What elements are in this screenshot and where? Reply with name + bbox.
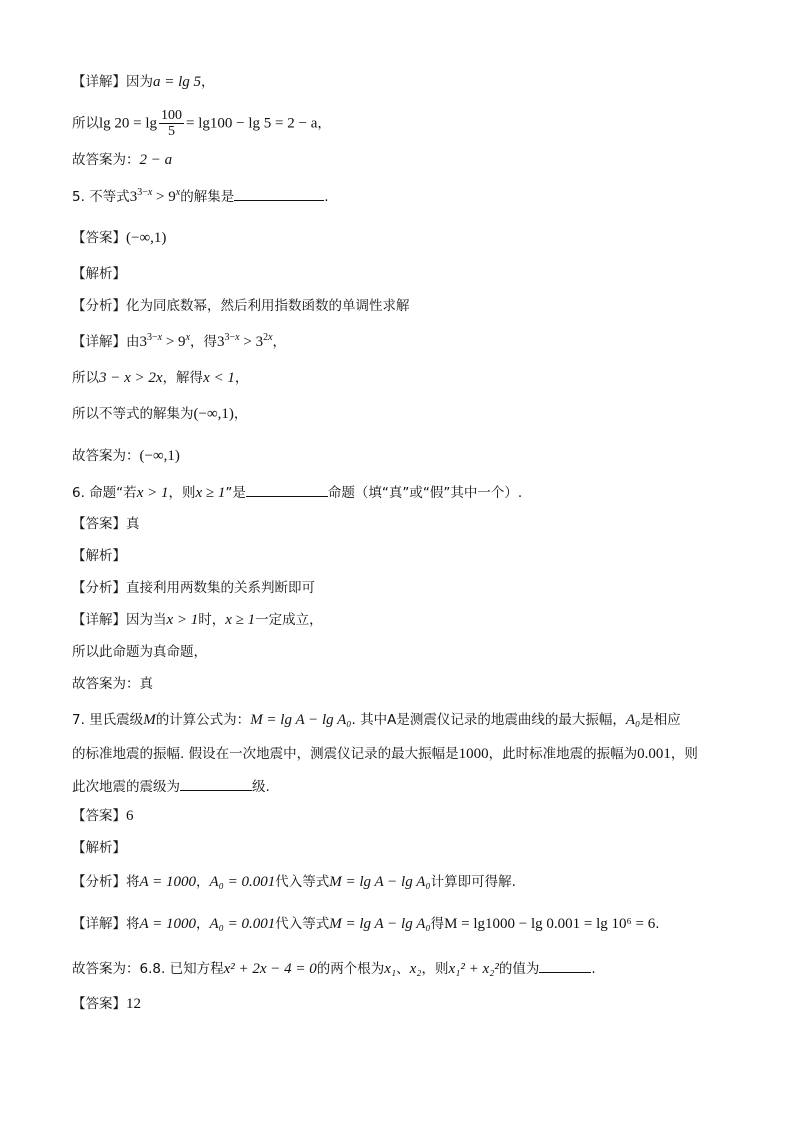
q4-final-line: 故答案为：2 − a [72,152,173,168]
q5-line-b: 所以3 − x > 2x，解得x < 1， [72,370,249,386]
q6-analysis-tag: 【解析】 [72,548,126,564]
q5-answer: 【答案】(−∞,1) [72,230,167,246]
q5-stem: 5. 不等式$3^{3-x} > 9^x$的解集是 . [72,187,329,205]
q7-analysis-tag: 【解析】 [72,840,126,856]
q6-final: 故答案为：真 [72,676,153,692]
q4-detail-line: 【详解】因为a = lg 5， [72,74,215,90]
math-expr: a = lg 5 [153,74,202,90]
q5-detail: 【详解】由$3^{3-x} > 9^x$，得$3^{3-x} > 3^{2x}$， [72,332,287,350]
q5-analysis-tag: 【解析】 [72,266,126,282]
detail-tag: 【详解】 [72,74,126,90]
q6-line2: 所以此命题为真命题， [72,644,207,660]
q7-stem-l1: 7. 里氏震级M的计算公式为：M = lg A − lg A₀. 其中A是测震仪记录的地震曲线的最大振幅，A₀是相应 [72,712,681,728]
q4-calc-line: 所以lg 20 = lg $\frac{100}{5}$ = lg100 − lg 5 = 2 − a， [72,108,331,139]
answer-blank [539,958,591,973]
q7-fenxi: 【分析】将A = 1000，A₀ = 0.001代入等式M = lg A − lg A₀计算即可得解. [72,874,516,890]
answer-blank [180,776,252,791]
q7-final-q8-stem: 故答案为：6.8. 已知方程x² + 2x − 4 = 0的两个根为x₁、x₂，则x₁² + x₂²的值为 . [72,958,596,979]
math-expr: = lg100 − lg 5 = 2 − a [186,115,318,132]
math-expr: lg 20 = lg [99,115,158,132]
q5-line-c: 所以不等式的解集为(−∞,1)， [72,406,248,422]
answer-blank [234,186,324,201]
q6-answer: 【答案】真 [72,516,140,532]
q8-answer: 【答案】12 [72,996,141,1012]
q6-fenxi: 【分析】直接利用两数集的关系判断即可 [72,580,315,596]
answer-blank [246,482,328,497]
math-expr: $3^{3-x} > 9^x$ [129,187,181,205]
q5-fenxi: 【分析】化为同底数幂，然后利用指数函数的单调性求解 [72,298,410,314]
q6-stem: 6. 命题“若x > 1，则x ≥ 1”是 命题（填“真”或“假”其中一个）. [72,482,522,503]
fraction: $\frac{100}{5}$ [161,108,183,139]
q6-detail: 【详解】因为当x > 1时，x ≥ 1一定成立， [72,612,323,628]
q7-detail: 【详解】将A = 1000，A₀ = 0.001代入等式M = lg A − lg A₀得M = lg1000 − lg 0.001 = lg 10⁶ = 6. [72,916,660,932]
q7-stem-l2: 的标准地震的振幅. 假设在一次地震中，测震仪记录的最大振幅是1000，此时标准地震的振幅为0.001，则 [72,746,698,762]
q5-final: 故答案为：(−∞,1) [72,448,180,464]
q7-answer: 【答案】6 [72,808,134,824]
q7-stem-l3: 此次地震的震级为 级. [72,776,270,797]
